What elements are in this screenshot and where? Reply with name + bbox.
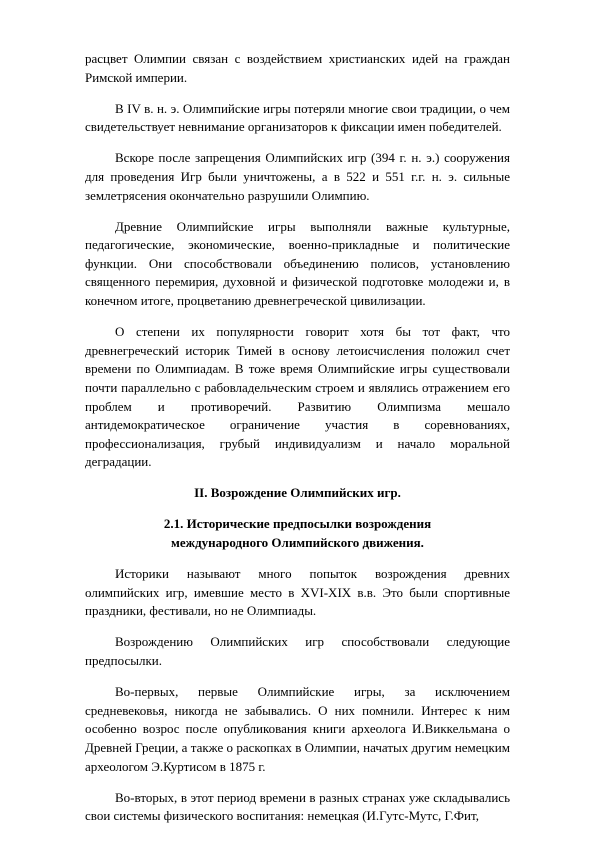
subsection-heading: 2.1. Исторические предпосылки возрождения международного Олимпийского движения. <box>163 516 432 551</box>
paragraph-5: О степени их популярности говорит хотя бы тот факт, что древнегреческий историк Тимей в основу летоисчисления положил счет времени по Олимпиадам. В тоже время Олимпийские игры существовали почти параллельно с рабовладельческим строем и являлись отражением его проблем и противоречий. Развитию Олимпизма мешало антидемократическое ограничение участия в соревнованиях, профессионализация, грубый индивидуализм и начало моральной деградации. <box>85 324 510 470</box>
section-heading: II. Возрождение Олимпийских игр. <box>194 485 401 501</box>
paragraph-1: расцвет Олимпии связан с воздействием христианских идей на граждан Римской империи. <box>85 51 510 85</box>
paragraph-8: Во-первых, первые Олимпийские игры, за исключением средневековья, никогда не забывались. О них помнили. Интерес к ним особенно возрос после опубликования книги археолога И.Виккельмана о Древней Греции, а также о раскопках в Олимпии, начатых другим немецким археологом Э.Куртисом в 1875 г. <box>85 684 510 774</box>
document-page <box>85 50 510 838</box>
paragraph-4: Древние Олимпийские игры выполняли важные культурные, педагогические, экономические, военно-прикладные и политические функции. Они способствовали объединению полисов, установлению священного перемирия, духовной и физической подготовке молодежи и, в конечном итоге, процветанию древнегреческой цивилизации. <box>85 218 510 309</box>
paragraph-3: Вскоре после запрещения Олимпийских игр (394 г. н. э.) сооружения для проведения Игр были уничтожены, а в 522 и 551 г.г. н. э. сильные землетрясения окончательно разрушили Олимпию. <box>85 150 510 203</box>
paragraph-6: Историки называют много попыток возрождения древних олимпийских игр, имевшие место в XVI-XIX в.в. Это были спортивные праздники, фестивали, но не Олимпиады. <box>85 566 510 619</box>
paragraph-2: В IV в. н. э. Олимпийские игры потеряли многие свои традиции, о чем свидетельствует невнимание организаторов к фиксации имен победителей. <box>85 100 510 135</box>
paragraph-7: Возрождению Олимпийских игр способствовали следующие предпосылки. <box>85 634 510 669</box>
paragraph-9: Во-вторых, в этот период времени в разных странах уже складывались свои системы физического воспитания: немецкая (И.Гутс-Мутс, Г.Фит, <box>85 789 510 824</box>
